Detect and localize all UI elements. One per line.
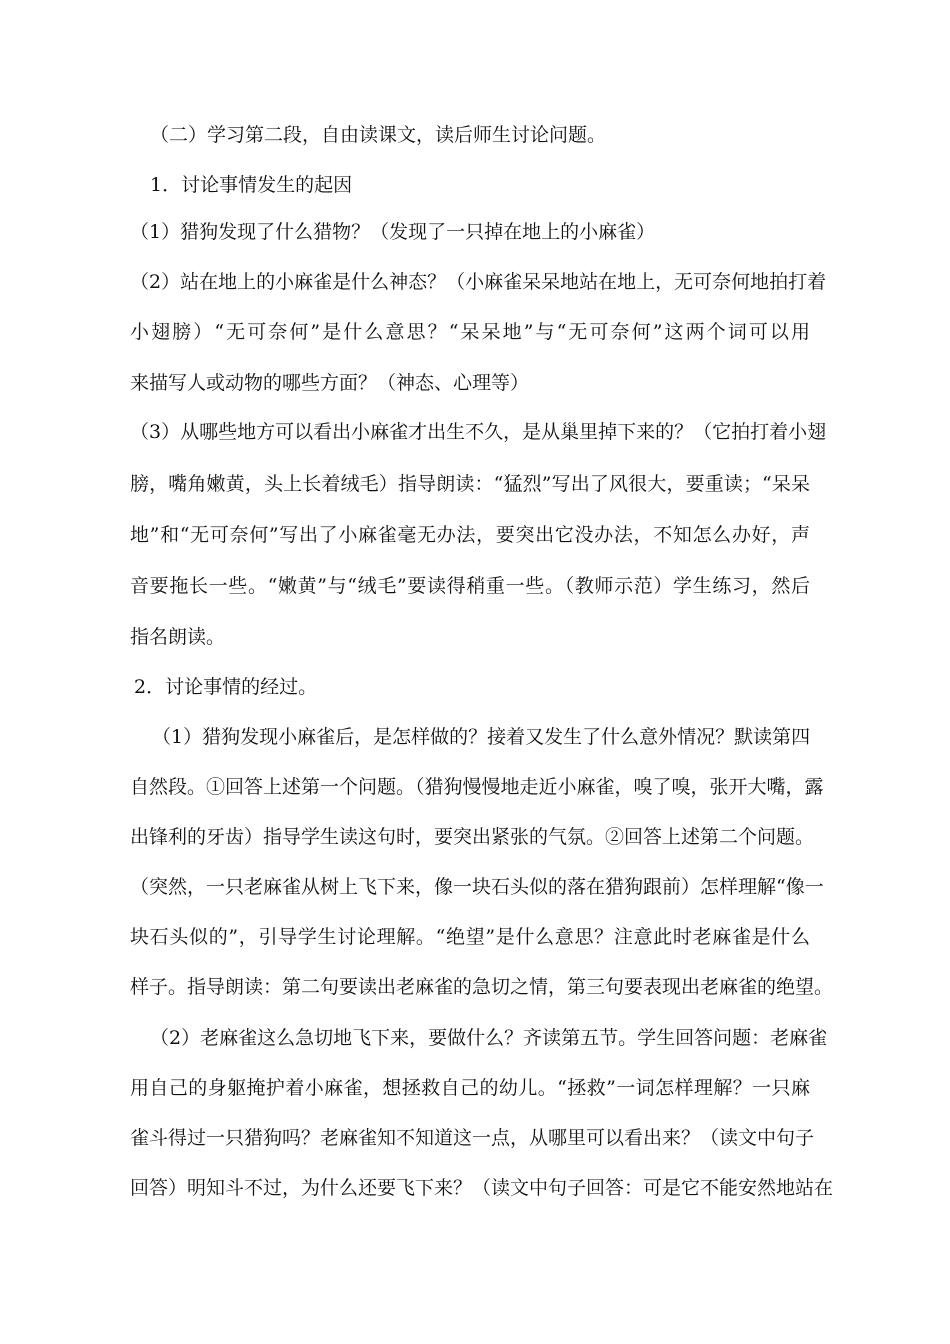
process-q2-line-4: 回答）明知斗不过，为什么还要飞下来？（读文中句子回答：可是它不能安然地站在 [130,1177,834,1199]
question-3-line-2: 膀，嘴角嫩黄，头上长着绒毛）指导朗读：“猛烈”写出了风很大，要重读；“呆呆 [130,473,810,495]
subheading-cause: 1．讨论事情发生的起因 [150,174,353,196]
process-q1-line-2: 自然段。①回答上述第一个问题。（猎狗慢慢地走近小麻雀，嗅了嗅，张开大嘴，露 [130,776,824,798]
question-2-line-3: 来描写人或动物的哪些方面？（神态、心理等） [130,372,530,394]
process-q2-line-3: 雀斗得过一只猎狗吗？老麻雀知不知道这一点，从哪里可以看出来？（读文中句子 [130,1127,815,1149]
question-3-line-4: 音要拖长一些。“嫩黄”与“绒毛”要读得稍重一些。（教师示范）学生练习，然后 [130,575,810,597]
question-3-line-5: 指名朗读。 [130,626,226,648]
process-q2-line-2: 用自己的身躯掩护着小麻雀，想拯救自己的幼儿。“拯救”一词怎样理解？一只麻 [130,1077,810,1099]
process-q1-line-5: 块石头似的”，引导学生讨论理解。“绝望”是什么意思？注意此时老麻雀是什么 [130,926,810,948]
question-3-line-1: （3）从哪些地方可以看出小麻雀才出生不久，是从巢里掉下来的？（它拍打着小翅 [130,421,827,443]
process-q2-line-1: （2）老麻雀这么急切地飞下来，要做什么？齐读第五节。学生回答问题：老麻雀 [150,1027,828,1049]
question-2-line-1: （2）站在地上的小麻雀是什么神态？（小麻雀呆呆地站在地上，无可奈何地拍打着 [130,271,827,293]
process-q1-line-4: （突然，一只老麻雀从树上飞下来，像一块石头似的落在猎狗跟前）怎样理解“像一 [130,876,824,898]
question-2-line-2: 小翅膀）“无可奈何”是什么意思？“呆呆地”与“无可奈何”这两个词可以用 [130,321,810,343]
process-q1-line-3: 出锋利的牙齿）指导学生读这句时，要突出紧张的气氛。②回答上述第二个问题。 [130,826,815,848]
process-q1-line-1: （1）猎狗发现小麻雀后，是怎样做的？接着又发生了什么意外情况？默读第四 [152,726,811,748]
section-heading: （二）学习第二段，自由读课文，读后师生讨论问题。 [150,124,607,146]
question-3-line-3: 地”和“无可奈何”写出了小麻雀毫无办法，要突出它没办法，不知怎么办好，声 [130,524,810,546]
process-q1-line-6: 样子。指导朗读：第二句要读出老麻雀的急切之情，第三句要表现出老麻雀的绝望。 [130,976,834,998]
subheading-process: 2．讨论事情的经过。 [134,676,318,698]
question-1: （1）猎狗发现了什么猎物？（发现了一只掉在地上的小麻雀） [130,221,656,243]
